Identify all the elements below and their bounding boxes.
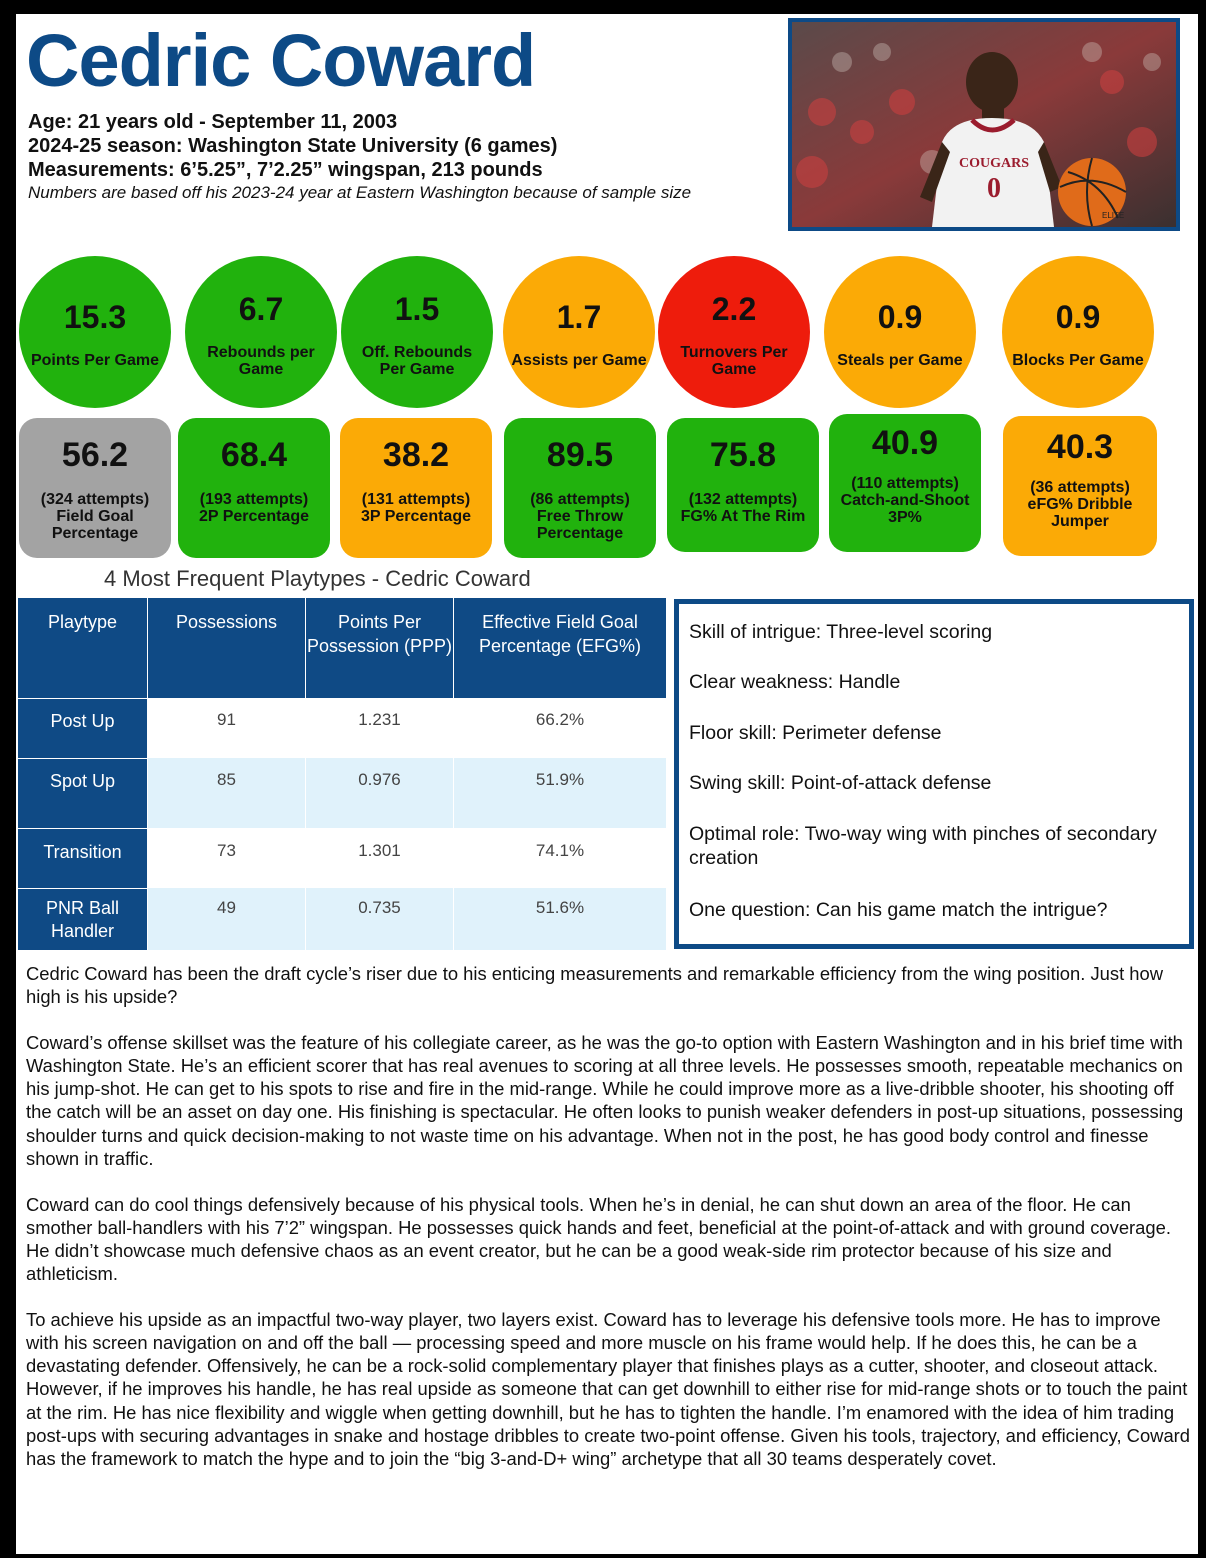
stat-circle-points: [19, 256, 171, 408]
stat-value: 68.4: [220, 436, 288, 474]
stat-circle-rebounds: [185, 256, 337, 408]
cell-efg: 74.1%: [453, 828, 666, 888]
stat-value: 0.9: [1055, 299, 1101, 335]
stat-value: 89.5: [546, 436, 614, 474]
cell-ppp: 1.301: [305, 828, 453, 888]
stat-attempts: (131 attempts): [361, 491, 471, 508]
scouting-report-page: [16, 14, 1198, 1554]
cell-ppp: 0.735: [305, 888, 453, 950]
stat-box-dribble-jumper: [1003, 416, 1157, 556]
table-row: [18, 758, 666, 828]
player-photo-illustration: [792, 22, 1176, 227]
skill-floor: Floor skill: Perimeter defense: [689, 722, 942, 744]
stat-circle-steals: [824, 256, 976, 408]
article-paragraph: Coward can do cool things defensively because of his physical tools. When he’s in denial, he can shut down an area of the floor. He can smother ball-handlers with his 7’2” wingspan. He possesses quick hands and feet, beneficial at the point-of-attack and with ground coverage. He didn’t showcase much defensive chaos as an event creator, but he can be a good weak-side rim protector because of his size and athleticism.: [26, 1193, 1171, 1285]
stat-circle-turnovers: [658, 256, 810, 408]
stat-label: Field Goal Percentage: [51, 508, 139, 542]
stat-value: 56.2: [61, 436, 129, 474]
stat-value: 2.2: [711, 290, 757, 327]
stat-box-2p: [178, 418, 330, 558]
article-paragraph: Coward’s offense skillset was the feature of his collegiate career, as he was the go-to option with Eastern Washington and in his brief time with Washington State. He’s an efficient scorer that has real avenues to scoring at all three levels. He possesses smooth, repeatable mechanics on his jump-shot. He can get to his spots to rise and fire in the mid-range. While he could improve more as a live-dribble shooter, his shooting off the catch will be an asset on day one. His finishing is spectacular. He often looks to punish weaker defenders in post-up situations, possessing shoulder turns and quick decision-making to not waste time on his advantage. When not in the post, he has good body control and finesse shown in traffic.: [26, 1032, 1184, 1169]
column-header-efg: Effective Field Goal Percentage (EFG%): [453, 598, 666, 698]
column-header-ppp: Points Per Possession (PPP): [305, 598, 453, 698]
stat-value: 15.3: [63, 299, 127, 335]
skill-intrigue: Skill of intrigue: Three-level scoring: [689, 621, 993, 643]
stat-attempts: (193 attempts): [199, 491, 309, 508]
stat-label: Points Per Game: [30, 352, 160, 369]
stat-value: 1.7: [556, 299, 602, 335]
player-info: [28, 110, 691, 204]
stat-detail: [193, 491, 315, 525]
stat-box-fg: [19, 418, 171, 558]
cell-ppp: 0.976: [305, 758, 453, 828]
stat-label: Off. Rebounds Per Game: [361, 343, 473, 378]
jersey-number: 0: [987, 173, 1001, 204]
stat-label: Steals per Game: [837, 352, 963, 369]
stat-label: Free Throw Percentage: [536, 508, 624, 542]
stat-label: 3P Percentage: [361, 508, 471, 525]
stat-box-ft: [504, 418, 656, 558]
table-row: [18, 698, 666, 758]
cell-ppp: 1.231: [305, 698, 453, 758]
stat-label: Rebounds per Game: [207, 343, 315, 378]
stat-label: FG% At The Rim: [680, 508, 806, 525]
stat-box-catch-shoot: [829, 414, 981, 552]
stat-detail: [675, 491, 812, 525]
stat-detail: [19, 491, 171, 542]
cell-possessions: 49: [147, 888, 305, 950]
stat-label: 2P Percentage: [199, 508, 309, 525]
cell-playtype: PNR Ball Handler: [18, 888, 147, 950]
cell-efg: 66.2%: [453, 698, 666, 758]
stat-circle-blocks: [1002, 256, 1154, 408]
sample-size-note: Numbers are based off his 2023-24 year at Eastern Washington because of sample size: [28, 183, 692, 202]
table-header: [18, 598, 666, 698]
stat-attempts: (132 attempts): [688, 491, 798, 508]
stat-label: eFG% Dribble Jumper: [1027, 496, 1133, 530]
cell-efg: 51.6%: [453, 888, 666, 950]
stat-detail: [1003, 479, 1157, 530]
article-paragraph: Cedric Coward has been the draft cycle’s riser due to his enticing measurements and remarkable efficiency from the wing position. Just how high is his upside?: [26, 963, 1164, 1008]
ball-text: ELITE: [1102, 211, 1125, 220]
stat-attempts: (110 attempts): [851, 475, 959, 492]
stat-box-rim: [667, 418, 819, 552]
skill-question: One question: Can his game match the intrigue?: [689, 899, 1108, 921]
player-photo: [788, 18, 1180, 231]
stat-value: 6.7: [238, 290, 284, 327]
stat-attempts: (324 attempts): [40, 491, 150, 508]
article-paragraph: To achieve his upside as an impactful two-way player, two layers exist. Coward has to leverage his defensive tools more. He has to improve with his screen navigation on and off the ball — processing speed and more muscle on his frame would help. If he does this, he can be a devastating defender. Offensively, he can be a rock-solid complementary player that finishes plays as a cutter, shooter, and closeout attack. However, if he improves his handle, he has real upside as someone that can get downhill to either rise for mid-range shots or to touch the paint at the rim. He has nice flexibility and wiggle when getting downhill, but he has to tighten the handle. I’m enamored with the idea of him trading post-ups with securing advantages in snake and hostage dribbles to create two-point offense. Given his tools, trajectory, and efficiency, Coward has the framework to match the hype and to join the “big 3-and-D+ wing” archetype that all 30 teams desperately covet.: [26, 1309, 1191, 1469]
stat-label: Blocks Per Game: [1012, 352, 1144, 369]
cell-playtype: Transition: [18, 828, 147, 888]
stat-label: Turnovers Per Game: [680, 343, 788, 378]
cell-playtype: Spot Up: [18, 758, 147, 828]
jersey-text: COUGARS: [958, 156, 1030, 171]
stat-box-3p: [340, 418, 492, 558]
column-header-playtype: Playtype: [47, 612, 118, 632]
measurements-line: Measurements: 6’5.25”, 7’2.25” wingspan, 213 pounds: [28, 159, 543, 181]
player-name: Cedric Coward: [26, 19, 536, 102]
stat-circle-assists: [503, 256, 655, 408]
table-row: [18, 888, 666, 950]
cell-efg: 51.9%: [453, 758, 666, 828]
stat-value: 40.9: [871, 424, 939, 462]
skills-box: [674, 599, 1194, 949]
table-row: [18, 828, 666, 888]
playtypes-title: 4 Most Frequent Playtypes - Cedric Coward: [104, 566, 531, 591]
skill-swing: Swing skill: Point-of-attack defense: [689, 772, 992, 794]
stat-label: Assists per Game: [511, 352, 647, 369]
stat-circle-off-rebounds: [341, 256, 493, 408]
stat-attempts: (36 attempts): [1030, 479, 1130, 496]
stat-value: 75.8: [709, 436, 777, 474]
skill-role: Optimal role: Two-way wing with pinches of secondary creation: [689, 823, 1157, 869]
cell-possessions: 73: [147, 828, 305, 888]
stat-value: 0.9: [877, 299, 923, 335]
stat-label: Catch-and-Shoot 3P%: [840, 492, 970, 526]
season-line: 2024-25 season: Washington State University (6 games): [28, 135, 558, 157]
stat-attempts: (86 attempts): [530, 491, 630, 508]
stat-value: 38.2: [382, 436, 450, 474]
skill-weakness: Clear weakness: Handle: [689, 671, 901, 693]
age-line: Age: 21 years old - September 11, 2003: [28, 111, 398, 133]
playtypes-table: [18, 598, 666, 950]
stat-detail: [504, 491, 656, 542]
stat-value: 1.5: [394, 290, 440, 327]
cell-possessions: 91: [147, 698, 305, 758]
column-header-possessions: Possessions: [147, 598, 305, 698]
article-body: [26, 962, 1192, 1493]
stat-detail: [355, 491, 477, 525]
stat-value: 40.3: [1046, 428, 1114, 466]
stat-detail: [829, 475, 981, 526]
cell-possessions: 85: [147, 758, 305, 828]
cell-playtype: Post Up: [18, 698, 147, 758]
